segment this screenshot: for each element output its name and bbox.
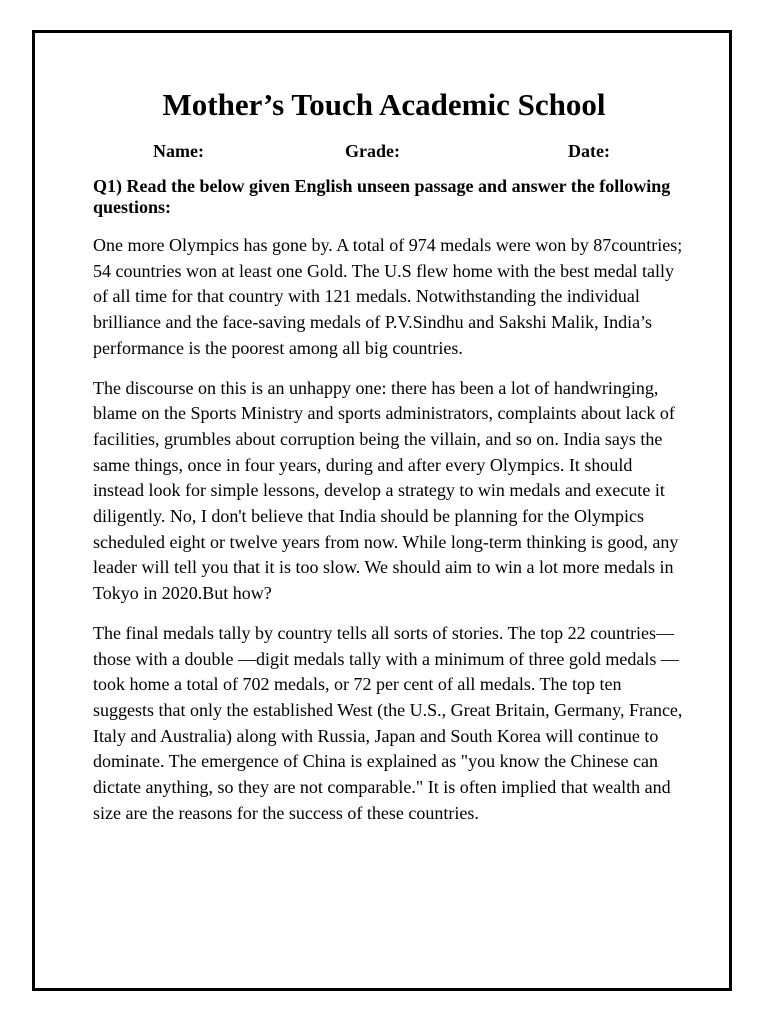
name-label: Name: [153,141,204,161]
passage-paragraph-3: The final medals tally by country tells all sorts of stories. The top 22 countries— those with a double —digit medals tally with a minimum of three gold medals — took home a total of 702 medals, or 72 per cent of all medals. The top ten suggests that only the established West (the U.S., Great Britain, Germany, France, Italy and Australia) along with Russia, Japan and South Korea will continue to dominate. The emergence of China is explained as "you know the Chinese can dictate anything, so they are not comparable." It is often implied that wealth and size are the reasons for the success of these countries. [93,622,683,823]
worksheet-content [93,176,683,840]
student-info-fields [0,140,768,162]
school-title: Mother’s Touch Academic School [162,87,606,122]
passage-paragraph-1: One more Olympics has gone by. A total of 974 medals were won by 87countries; 54 countries won at least one Gold. The U.S flew home with the best medal tally of all time for that country with 121 medals. Notwithstanding the individual brilliance and the face-saving medals of P.V.Sindhu and Sakshi Malik, India’s performance is the poorest among all big countries. [93,235,683,358]
question-instruction: Q1) Read the below given English unseen passage and answer the following questions: [93,176,671,217]
grade-label: Grade: [345,141,400,161]
date-label: Date: [568,141,610,161]
passage-paragraph-2: The discourse on this is an unhappy one: there has been a lot of handwringing, blame on the Sports Ministry and sports administrators, complaints about lack of facilities, grumbles about corruption being the villain, and so on. India says the same things, once in four years, during and after every Olympics. It should instead look for simple lessons, develop a strategy to win medals and execute it diligently. No, I don't believe that India should be planning for the Olympics scheduled eight or twelve years from now. While long-term thinking is good, any leader will tell you that it is too slow. We should aim to win a lot more medals in Tokyo in 2020.But how? [93,377,679,604]
